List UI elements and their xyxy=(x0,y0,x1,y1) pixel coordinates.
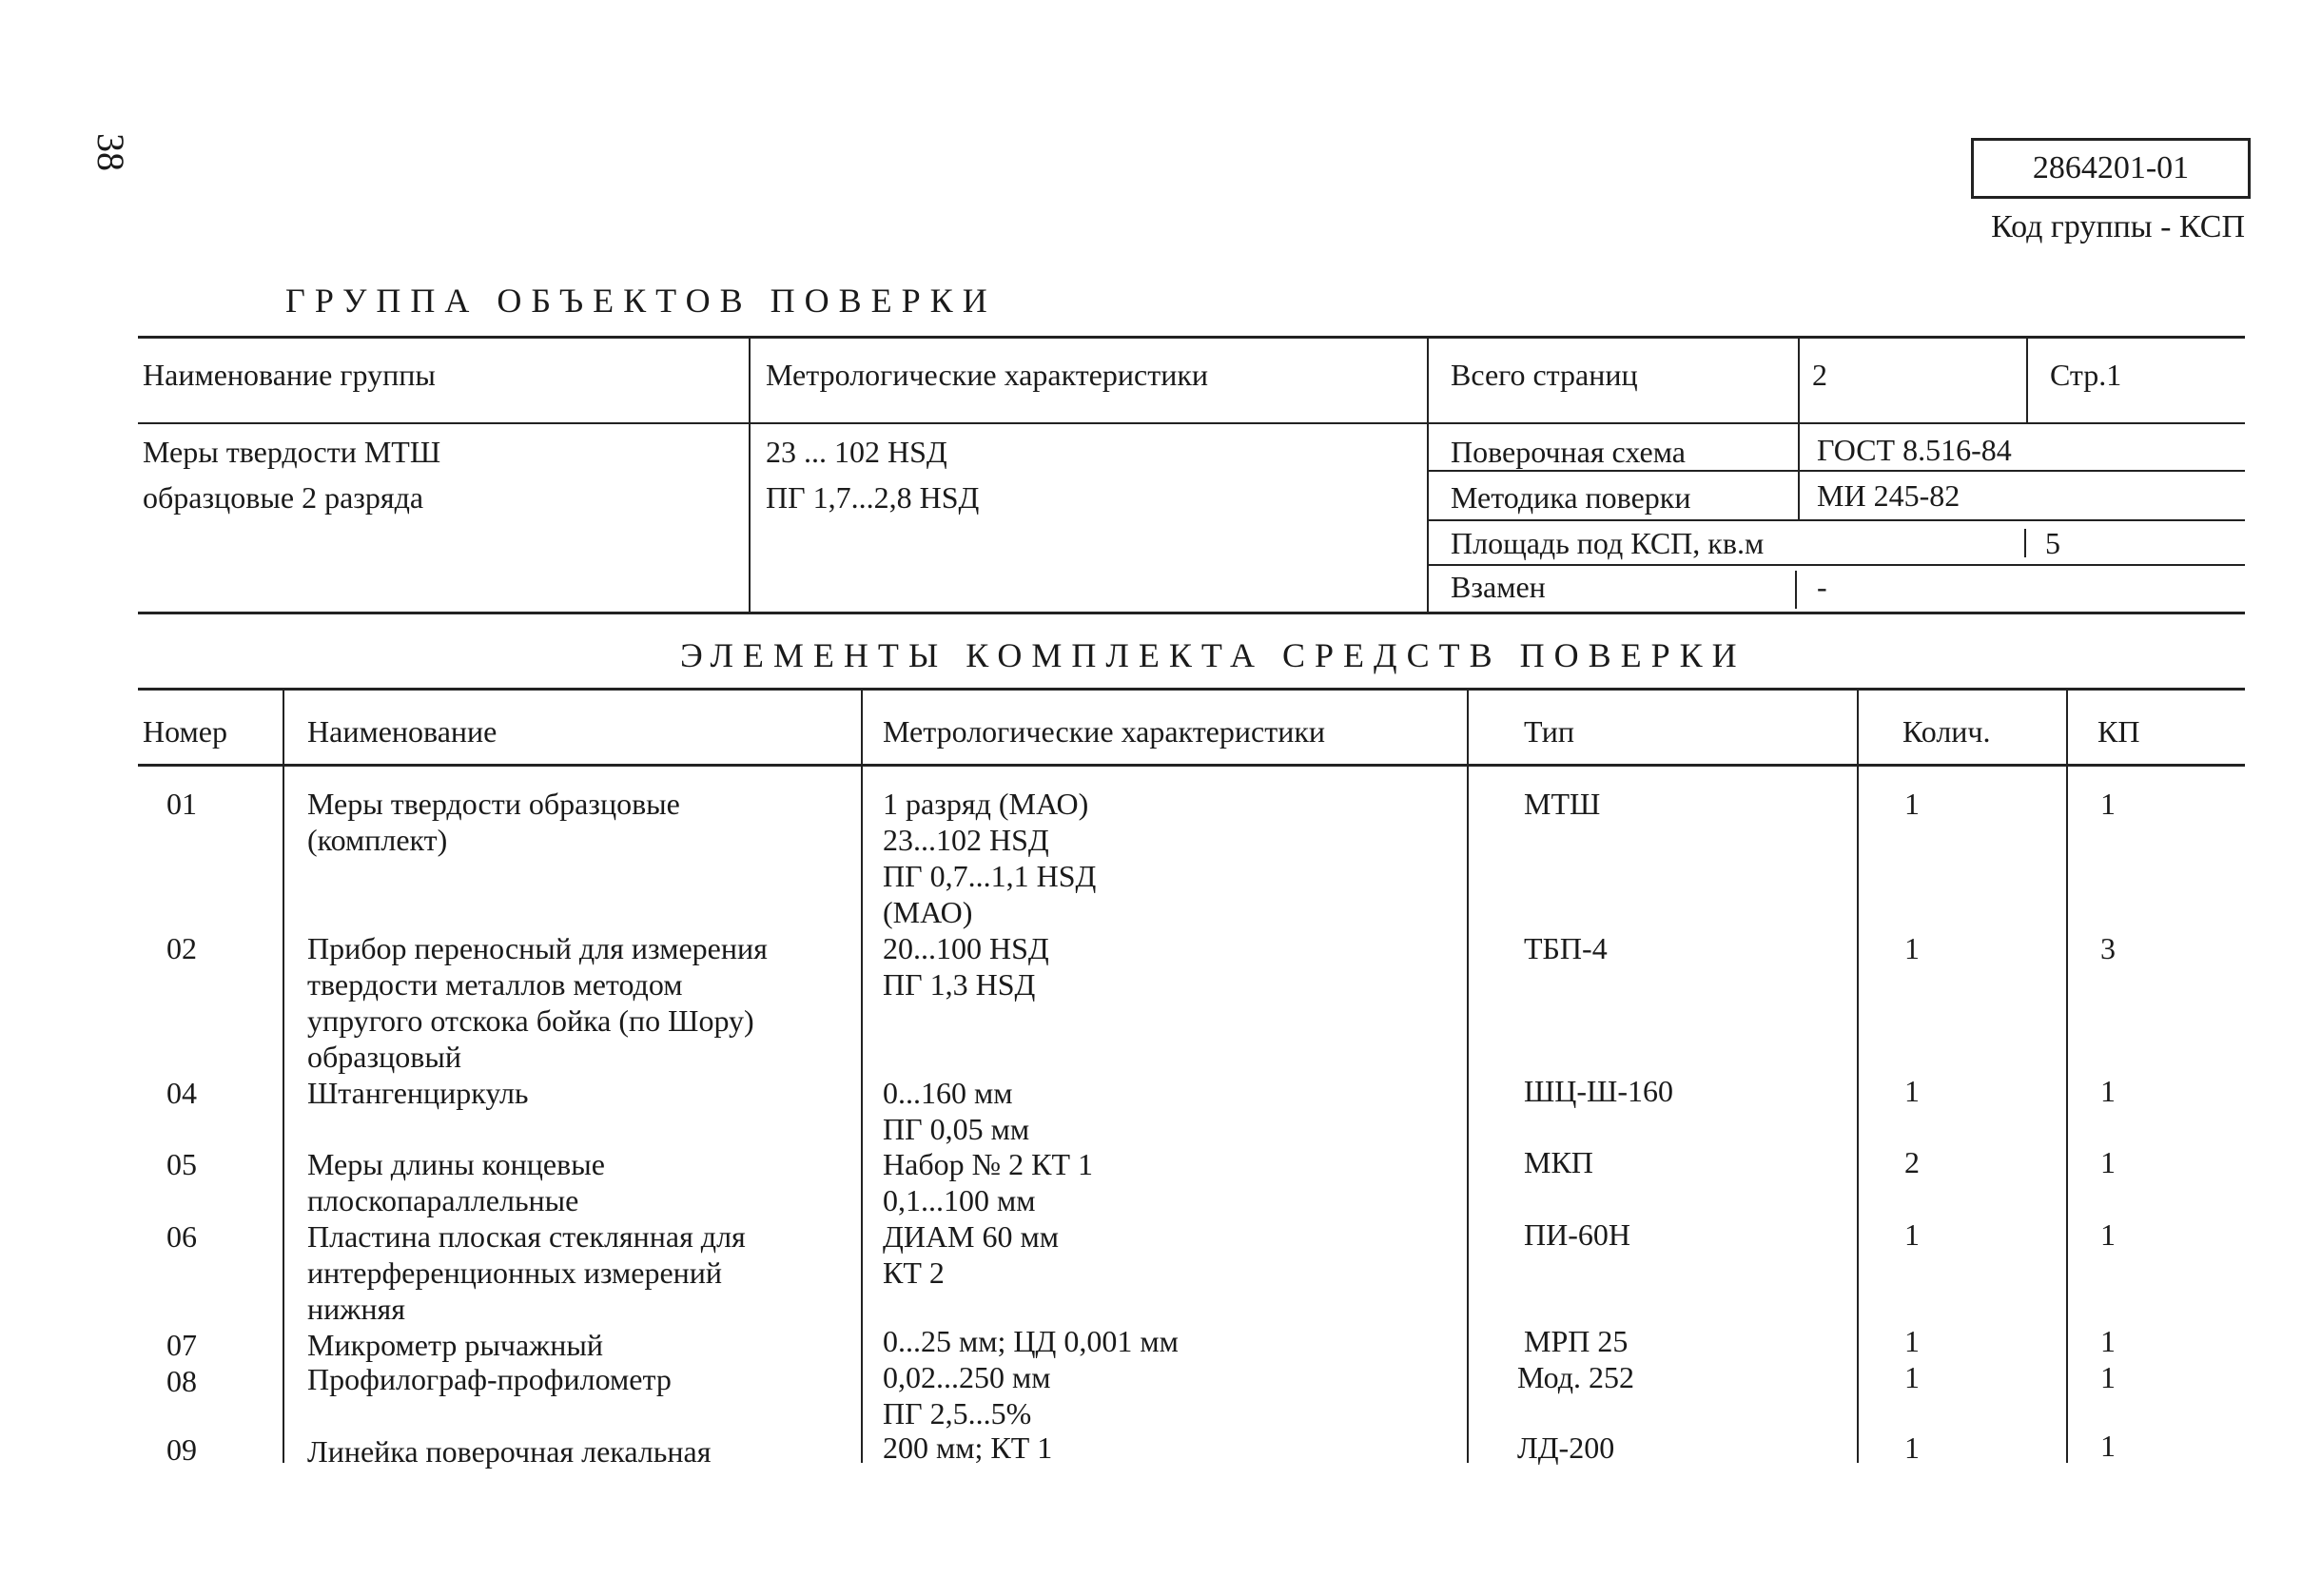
document-code-box: 2864201-01 xyxy=(1971,138,2251,199)
row-name-line: Меры длины концевые xyxy=(307,1147,605,1181)
header-group-name: Наименование группы xyxy=(143,358,436,392)
row-metro-line: ПГ 1,3 HSД xyxy=(883,967,1036,1002)
row-name-line: твердости металлов методом xyxy=(307,967,683,1002)
row-name-line: упругого отскока бойка (по Шору) xyxy=(307,1003,754,1038)
row-kp: 1 xyxy=(2100,787,2116,821)
table-border xyxy=(2026,336,2028,422)
row-metro-line: Набор № 2 КТ 1 xyxy=(883,1147,1094,1181)
row-name: Микрометр рычажный xyxy=(307,1328,603,1362)
table-border xyxy=(138,612,2245,614)
page-number: 38 xyxy=(89,133,132,171)
row-number: 05 xyxy=(166,1147,197,1181)
table-border xyxy=(138,688,2245,691)
group-code: Код группы - КСП xyxy=(1991,209,2245,244)
table-border xyxy=(283,688,284,1463)
area-value: 5 xyxy=(2045,526,2060,560)
row-number: 09 xyxy=(166,1432,197,1467)
row-type: МРП 25 xyxy=(1524,1324,1629,1358)
row-type: МТШ xyxy=(1524,787,1601,821)
table-border xyxy=(138,422,2245,424)
row-name: Профилограф-профилометр xyxy=(307,1362,672,1396)
table-border xyxy=(138,336,2245,339)
header-kp: КП xyxy=(2097,714,2140,749)
row-quantity: 1 xyxy=(1904,1431,1920,1465)
table-border xyxy=(1427,519,2245,521)
row-number: 06 xyxy=(166,1219,197,1254)
row-type: Мод. 252 xyxy=(1517,1360,1635,1394)
replaces-label: Взамен xyxy=(1451,570,1546,604)
table-border xyxy=(1427,470,2245,472)
row-name-line: образцовый xyxy=(307,1040,461,1074)
row-quantity: 1 xyxy=(1904,1324,1920,1358)
verification-scheme-value: ГОСТ 8.516-84 xyxy=(1817,433,2012,467)
row-name: Штангенциркуль xyxy=(307,1076,529,1110)
header-metrological-characteristics: Метрологические характеристики xyxy=(766,358,1208,392)
row-name-line: плоскопараллельные xyxy=(307,1183,579,1217)
header-quantity: Колич. xyxy=(1902,714,1991,749)
row-kp: 1 xyxy=(2100,1145,2116,1179)
total-pages-value: 2 xyxy=(1812,358,1827,392)
header-type: Тип xyxy=(1524,714,1574,749)
row-quantity: 1 xyxy=(1904,1217,1920,1252)
row-kp: 1 xyxy=(2100,1360,2116,1394)
row-kp: 3 xyxy=(2100,931,2116,965)
table-border xyxy=(1427,336,1429,612)
row-name-line: нижняя xyxy=(307,1292,405,1326)
table-border xyxy=(1857,688,1859,1463)
row-type: ТБП-4 xyxy=(1524,931,1608,965)
row-quantity: 1 xyxy=(1904,1074,1920,1108)
row-type: МКП xyxy=(1524,1145,1593,1179)
row-number: 07 xyxy=(166,1328,197,1362)
verification-method-value: МИ 245-82 xyxy=(1817,478,1961,513)
row-metro-line: ПГ 0,05 мм xyxy=(883,1112,1030,1146)
row-number: 08 xyxy=(166,1364,197,1398)
header-number: Номер xyxy=(143,714,227,749)
row-metro-line: (МАО) xyxy=(883,895,973,929)
header-name: Наименование xyxy=(307,714,497,749)
table-border xyxy=(749,336,751,612)
row-type: ШЦ-Ш-160 xyxy=(1524,1074,1673,1108)
area-label: Площадь под КСП, кв.м xyxy=(1451,526,1765,560)
row-name-line: Пластина плоская стеклянная для xyxy=(307,1219,746,1254)
group-name-line-1: Меры твердости МТШ xyxy=(143,435,441,469)
row-metro-line: ПГ 2,5...5% xyxy=(883,1396,1032,1431)
row-quantity: 1 xyxy=(1904,787,1920,821)
row-name-line: (комплект) xyxy=(307,823,448,857)
row-kp: 1 xyxy=(2100,1074,2116,1108)
row-name-line: Меры твердости образцовые xyxy=(307,787,680,821)
table-border xyxy=(138,764,2245,767)
verification-scheme-label: Поверочная схема xyxy=(1451,435,1686,469)
header-metrological-characteristics: Метрологические характеристики xyxy=(883,714,1325,749)
row-metro-line: 0,02...250 мм xyxy=(883,1360,1051,1394)
table-border xyxy=(1427,564,2245,566)
row-kp: 1 xyxy=(2100,1217,2116,1252)
row-quantity: 1 xyxy=(1904,931,1920,965)
row-metro-line: КТ 2 xyxy=(883,1255,945,1290)
section-title-verification-group: ГРУППА ОБЪЕКТОВ ПОВЕРКИ xyxy=(285,282,997,320)
row-metro: 0...25 мм; ЦД 0,001 мм xyxy=(883,1324,1179,1358)
row-name: Линейка поверочная лекальная xyxy=(307,1434,712,1469)
row-quantity: 2 xyxy=(1904,1145,1920,1179)
page-indicator: Стр.1 xyxy=(2050,358,2122,392)
row-metro-line: 0...160 мм xyxy=(883,1076,1013,1110)
row-metro-line: 1 разряд (МАО) xyxy=(883,787,1089,821)
group-name-line-2: образцовые 2 разряда xyxy=(143,480,424,515)
row-name-line: интерференционных измерений xyxy=(307,1255,723,1290)
row-metro-line: ДИАМ 60 мм xyxy=(883,1219,1059,1254)
header-total-pages: Всего страниц xyxy=(1451,358,1638,392)
row-name-line: Прибор переносный для измерения xyxy=(307,931,768,965)
table-border xyxy=(2066,688,2068,1463)
table-border xyxy=(2024,529,2026,557)
section-title-kit-elements: ЭЛЕМЕНТЫ КОМПЛЕКТА СРЕДСТВ ПОВЕРКИ xyxy=(680,636,1746,674)
row-quantity: 1 xyxy=(1904,1360,1920,1394)
row-number: 02 xyxy=(166,931,197,965)
table-border xyxy=(1798,336,1800,519)
row-kp: 1 xyxy=(2100,1324,2116,1358)
row-number: 04 xyxy=(166,1076,197,1110)
table-border xyxy=(1795,571,1797,609)
row-metro: 200 мм; КТ 1 xyxy=(883,1431,1053,1465)
verification-method-label: Методика поверки xyxy=(1451,480,1691,515)
row-kp: 1 xyxy=(2100,1429,2116,1463)
table-border xyxy=(861,688,863,1463)
row-metro-line: 0,1...100 мм xyxy=(883,1183,1036,1217)
group-metro-line-2: ПГ 1,7...2,8 HSД xyxy=(766,480,980,515)
replaces-value: - xyxy=(1817,570,1827,604)
row-type: ЛД-200 xyxy=(1517,1431,1615,1465)
row-metro-line: 20...100 HSД xyxy=(883,931,1049,965)
row-metro-line: 23...102 HSД xyxy=(883,823,1049,857)
row-number: 01 xyxy=(166,787,197,821)
group-metro-line-1: 23 ... 102 HSД xyxy=(766,435,947,469)
table-border xyxy=(1467,688,1469,1463)
row-type: ПИ-60Н xyxy=(1524,1217,1630,1252)
row-metro-line: ПГ 0,7...1,1 HSД xyxy=(883,859,1097,893)
